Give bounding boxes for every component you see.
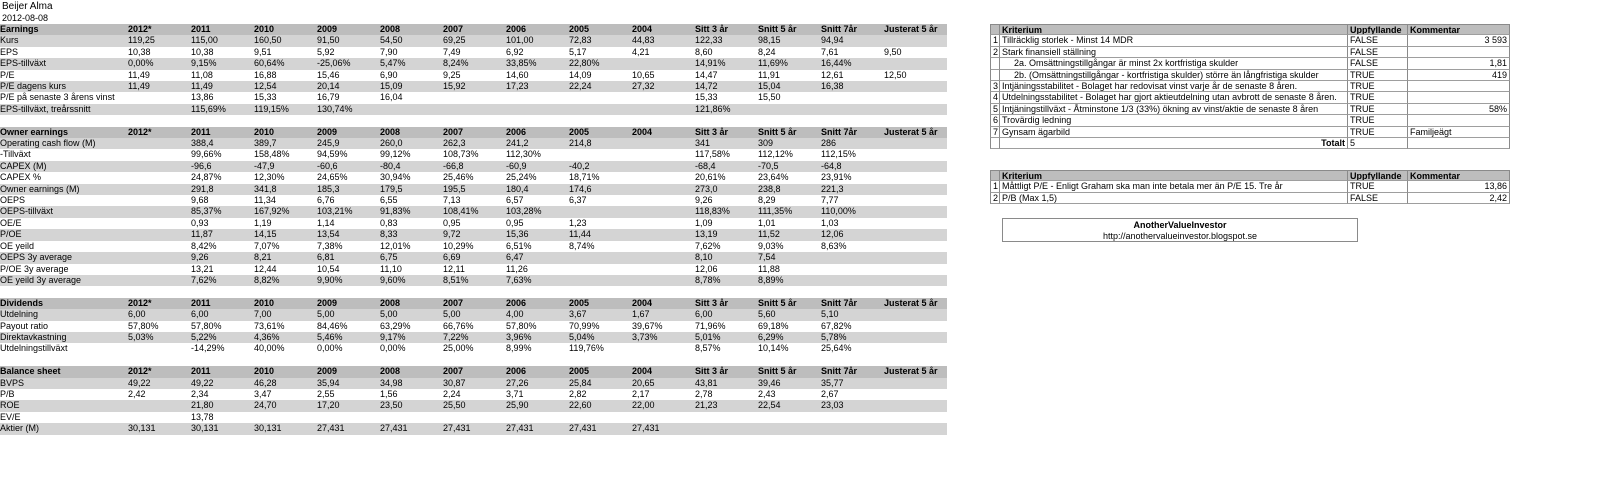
criteria-status: TRUE — [1348, 81, 1408, 92]
criteria-text: P/B (Max 1,5) — [1000, 193, 1348, 204]
criteria-table-2 — [990, 170, 1510, 204]
criteria-status: FALSE — [1348, 35, 1408, 46]
criteria-number: 1 — [990, 35, 1000, 46]
criteria-number: 3 — [990, 81, 1000, 92]
criteria-comment — [1408, 47, 1510, 58]
criteria-text: 2b. (Omsättningstillgångar - kortfristiga skulder) större än långfristiga skulder — [1000, 70, 1348, 81]
criteria-number: 2 — [990, 47, 1000, 58]
criteria-comment — [1408, 81, 1510, 92]
criteria-status: TRUE — [1348, 92, 1408, 103]
criteria-text: Utdelningsstabilitet - Bolaget har gjort aktieutdelning utan avbrott de senaste 8 åren. — [1000, 92, 1348, 103]
criteria-comment: 3 593 — [1408, 35, 1510, 46]
criteria-status: FALSE — [1348, 193, 1408, 204]
table-earnings — [0, 24, 947, 115]
credit-name: AnotherValueInvestor — [1133, 220, 1227, 230]
criteria-comment: 13,86 — [1408, 181, 1510, 192]
criteria-comment: 419 — [1408, 70, 1510, 81]
criteria-status: TRUE — [1348, 70, 1408, 81]
criteria-number: 4 — [990, 92, 1000, 103]
financial-tables — [0, 24, 947, 435]
criteria-total-comment — [1408, 138, 1510, 149]
criteria-comment: Familjeägt — [1408, 127, 1510, 138]
table-dividends — [0, 298, 947, 355]
page-date: 2012-08-08 — [2, 13, 49, 23]
criteria-number: 5 — [990, 104, 1000, 115]
criteria-text: Intjäningsstabilitet - Bolaget har redovisat vinst varje år de senaste 8 åren. — [1000, 81, 1348, 92]
criteria-comment — [1408, 92, 1510, 103]
criteria-comment — [1408, 115, 1510, 126]
criteria-header: Kriterium — [1000, 24, 1348, 35]
credit-box — [1002, 218, 1358, 242]
criteria-text: Måttligt P/E - Enligt Graham ska man inte betala mer än P/E 15. Tre år — [1000, 181, 1348, 192]
table-owner — [0, 127, 947, 287]
table-balance — [0, 366, 947, 434]
criteria-status: TRUE — [1348, 115, 1408, 126]
criteria-comment: 1,81 — [1408, 58, 1510, 69]
criteria-total-label: Totalt — [1000, 138, 1348, 149]
criteria-total-blank — [990, 138, 1000, 149]
criteria-status: TRUE — [1348, 181, 1408, 192]
criteria-header: Uppfyllande — [1348, 24, 1408, 35]
criteria-status: FALSE — [1348, 47, 1408, 58]
credit-url: http://anothervalueinvestor.blogspot.se — [1102, 231, 1258, 241]
criteria-number — [990, 70, 1000, 81]
criteria-number: 7 — [990, 127, 1000, 138]
criteria-comment: 2,42 — [1408, 193, 1510, 204]
criteria-text: Intjäningstillväxt - Åtminstone 1/3 (33%) ökning av vinst/aktie de senaste 8 åren — [1000, 104, 1348, 115]
page-title: Beijer Alma — [2, 1, 53, 12]
criteria-number: 1 — [990, 181, 1000, 192]
criteria-status: FALSE — [1348, 58, 1408, 69]
criteria-header — [990, 24, 1000, 35]
criteria-status: TRUE — [1348, 127, 1408, 138]
criteria-text: Trovärdig ledning — [1000, 115, 1348, 126]
criteria-number — [990, 58, 1000, 69]
criteria-number: 2 — [990, 193, 1000, 204]
criteria-text: Stark finansiell ställning — [1000, 47, 1348, 58]
criteria-number: 6 — [990, 115, 1000, 126]
section-spacer — [0, 286, 947, 297]
criteria-header — [990, 170, 1000, 181]
section-spacer — [0, 355, 947, 366]
criteria-text: 2a. Omsättningstillgångar är minst 2x kortfristiga skulder — [1000, 58, 1348, 69]
criteria-text: Tillräcklig storlek - Minst 14 MDR — [1000, 35, 1348, 46]
criteria-header: Kommentar — [1408, 24, 1510, 35]
criteria-total-value: 5 — [1348, 138, 1408, 149]
criteria-text: Gynsam ägarbild — [1000, 127, 1348, 138]
criteria-status: TRUE — [1348, 104, 1408, 115]
section-spacer — [0, 115, 947, 126]
criteria-table-1 — [990, 24, 1510, 149]
criteria-header: Kriterium — [1000, 170, 1348, 181]
criteria-comment: 58% — [1408, 104, 1510, 115]
criteria-header: Uppfyllande — [1348, 170, 1408, 181]
criteria-header: Kommentar — [1408, 170, 1510, 181]
